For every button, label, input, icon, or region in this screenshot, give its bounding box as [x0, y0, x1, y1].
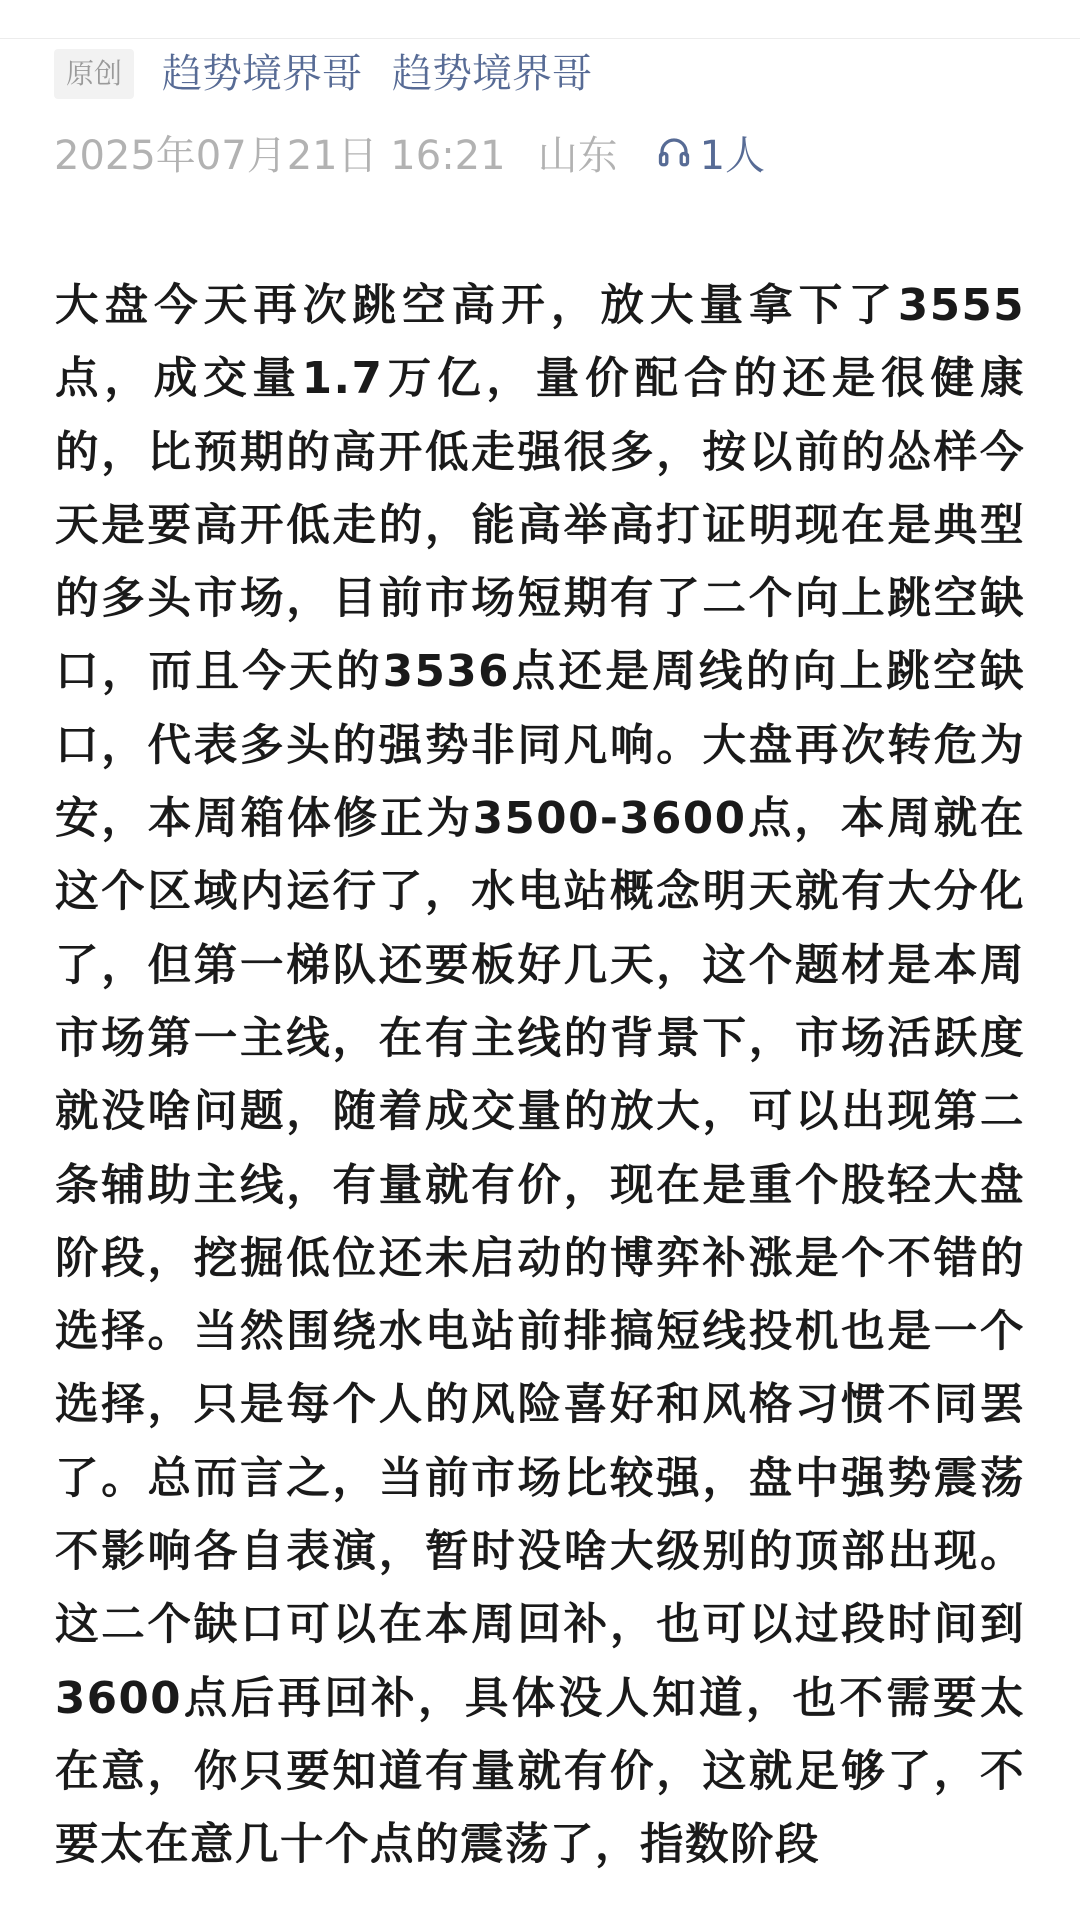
top-bar [0, 0, 1080, 39]
article-paragraph: 大盘今天再次跳空高开，放大量拿下了3555点，成交量1.7万亿，量价配合的还是很健康的，比预期的高开低走强很多，按以前的怂样今天是要高开低走的，能高举高打证明现在是典型的多头市场，目前市场短期有了二个向上跳空缺口，而且今天的3536点还是周线的向上跳空缺口，代表多头的强势非同凡响。大盘再次转危为安，本周箱体修正为3500-3600点，本周就在这个区域内运行了，水电站概念明天就有大分化了，但第一梯队还要板好几天，这个题材是本周市场第一主线，在有主线的背景下，市场活跃度就没啥问题，随着成交量的放大，可以出现第二条辅助主线，有量就有价，现在是重个股轻大盘阶段，挖掘低位还未启动的博弈补涨是个不错的选择。当然围绕水电站前排搞短线投机也是一个选择，只是每个人的风险喜好和风格习惯不同罢了。总而言之，当前市场比较强，盘中强势震荡不影响各自表演，暂时没啥大级别的顶部出现。这二个缺口可以在本周回补，也可以过段时间到3600点后再回补，具体没人知道，也不需要太在意，你只要知道有量就有价，这就足够了，不要太在意几十个点的震荡了，指数阶段 [55, 281, 1025, 1871]
account-name-link[interactable]: 趋势境界哥 [392, 51, 593, 97]
listen-count: 1人 [699, 132, 766, 179]
article-content [55, 270, 1025, 1912]
original-badge: 原创 [54, 49, 134, 99]
headphones-icon [656, 134, 692, 170]
publish-location: 山东 [537, 132, 618, 179]
article-meta-author-row [54, 47, 622, 101]
author-name-link[interactable]: 趋势境界哥 [162, 51, 363, 97]
listen-button[interactable] [656, 124, 765, 181]
publish-date: 2025年07月21日 16:21 [54, 132, 506, 179]
article-meta-info-row [54, 124, 765, 180]
